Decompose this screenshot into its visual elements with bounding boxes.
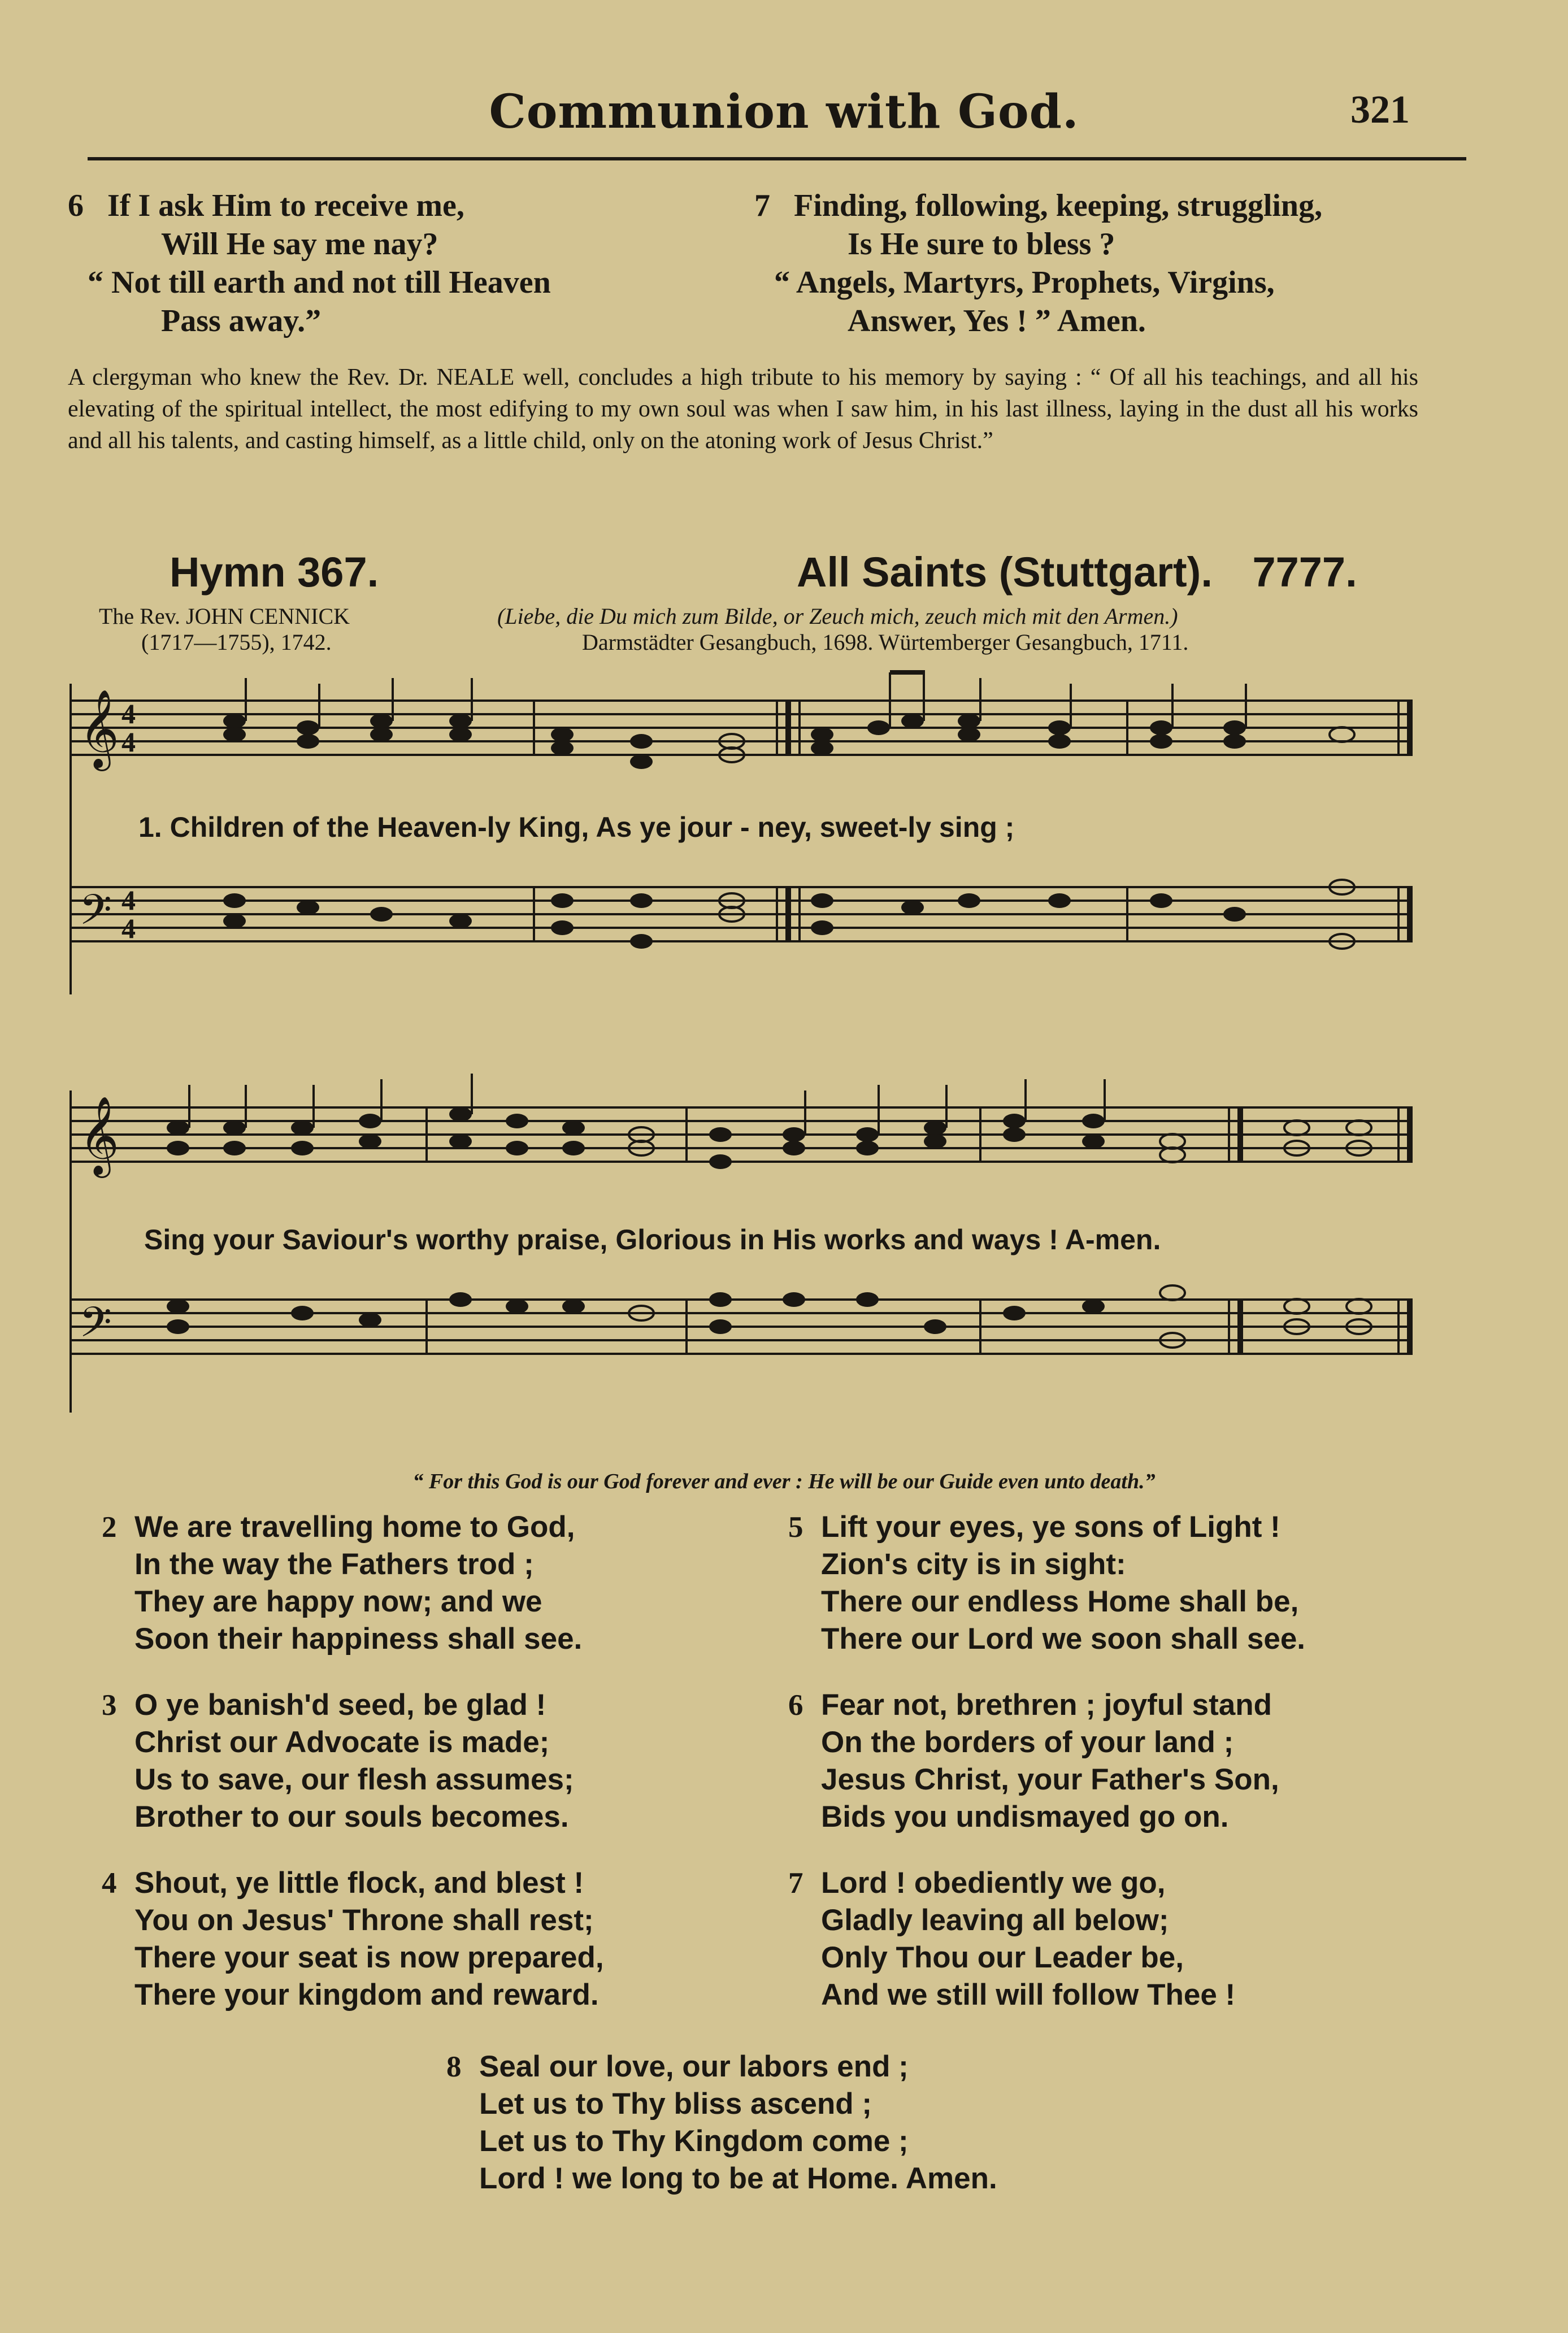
- header-rule: [88, 157, 1466, 160]
- tune-name: [797, 548, 1357, 596]
- svg-text:𝄞: 𝄞: [79, 689, 119, 768]
- verse-3: 3 O ye banish'd seed, be glad ! Christ our Advocate is made; Us to save, our flesh assumes; Brother to our souls becomes.: [102, 1688, 574, 1834]
- lyric-line-2: Sing your Saviour's worthy praise, Glorious in His works and ways ! A-men.: [144, 1224, 1161, 1255]
- tune-title: All Saints (Stuttgart).: [797, 549, 1213, 596]
- author-dates: (1717—1755), 1742.: [141, 629, 332, 655]
- scripture-motto: “ For this God is our God forever and ever : He will be our Guide even unto death.”: [412, 1470, 1156, 1493]
- svg-text:4: 4: [121, 884, 136, 916]
- verse-6: 6 Fear not, brethren ; joyful stand On the borders of your land ; Jesus Christ, your Father's Son, Bids you undismayed go on.: [788, 1688, 1279, 1834]
- svg-text:4: 4: [121, 698, 136, 729]
- svg-text:4: 4: [121, 726, 136, 758]
- source-line-2: Darmstädter Gesangbuch, 1698. Würtemberger Gesangbuch, 1711.: [582, 629, 1189, 655]
- lyric-line-1: 1. Children of the Heaven-ly King, As ye jour - ney, sweet-ly sing ;: [138, 811, 1015, 843]
- verse-5: 5 Lift your eyes, ye sons of Light ! Zion's city is in sight: There our endless Home shall be, There our Lord we soon shall see.: [788, 1510, 1306, 1656]
- verse-8: 8 Seal our love, our labors end ; Let us to Thy bliss ascend ; Let us to Thy Kingdom come ; Lord ! we long to be at Home. Amen.: [446, 2050, 997, 2195]
- biographical-note: A clergyman who knew the Rev. Dr. NEALE well, concludes a high tribute to his memory by saying : “ Of all his teachings, and all his elevating of the spiritual intellect, the most edifying to my own soul was when I saw him, in his last illness, laying in the dust all his works and all his talents, and casting himself, as a little child, only on the atoning work of Jesus Christ.”: [68, 364, 1418, 454]
- svg-text:4: 4: [121, 913, 136, 944]
- verse-7: 7 Lord ! obediently we go, Gladly leaving all below; Only Thou our Leader be, And we still will follow Thee !: [788, 1866, 1236, 2011]
- verse-2: 2 We are travelling home to God, In the way the Fathers trod ; They are happy now; and we Soon their happiness shall see.: [102, 1510, 583, 1656]
- svg-text:𝄢: 𝄢: [79, 1298, 112, 1357]
- running-title: Communion with God.: [489, 85, 1079, 139]
- source-line-1: (Liebe, die Du mich zum Bilde, or Zeuch mich, zeuch mich mit den Armen.): [497, 603, 1178, 629]
- author-name: The Rev. JOHN CENNICK: [99, 603, 350, 629]
- prev-stanza-7: 7 Finding, following, keeping, struggling, Is He sure to bless ? “ Angels, Martyrs, Prophets, Virgins, Answer, Yes ! ” Amen.: [754, 188, 1323, 338]
- svg-text:𝄢: 𝄢: [79, 885, 112, 945]
- prev-stanza-6: 6 If I ask Him to receive me, Will He say me nay? “ Not till earth and not till Heaven Pass away.”: [68, 188, 551, 338]
- hymn-number: Hymn 367.: [170, 549, 379, 596]
- svg-text:𝄞: 𝄞: [79, 1096, 119, 1175]
- verse-4: 4 Shout, ye little flock, and blest ! You on Jesus' Throne shall rest; There your seat is now prepared, There your kingdom and reward.: [102, 1866, 604, 2011]
- page-number: 321: [1350, 88, 1410, 132]
- tune-meter: 7777.: [1252, 549, 1357, 596]
